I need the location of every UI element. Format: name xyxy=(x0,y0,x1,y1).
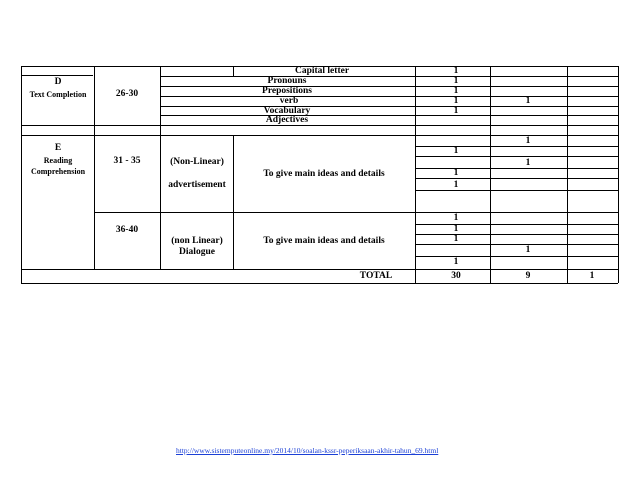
group2-type-line2: Dialogue xyxy=(179,247,215,257)
mark-cell: 1 xyxy=(453,106,459,116)
total-col2: 9 xyxy=(525,271,531,281)
group2-type-line1: (non Linear) xyxy=(171,236,223,246)
row-line xyxy=(160,115,618,116)
group1-items: 31 - 35 xyxy=(113,156,141,166)
mark-cell: 1 xyxy=(453,76,459,86)
section-e-title-line1: Reading xyxy=(43,156,73,165)
row-line xyxy=(415,244,618,245)
row-line xyxy=(160,86,618,87)
row-line xyxy=(160,106,618,107)
row-line xyxy=(21,269,618,270)
col-line xyxy=(490,66,491,283)
table-border-bottom xyxy=(21,283,618,284)
col-line xyxy=(415,66,416,283)
row-line xyxy=(415,224,618,225)
row-line xyxy=(21,75,93,76)
total-label: TOTAL xyxy=(359,271,393,281)
section-e-letter: E xyxy=(54,143,62,153)
topic-capital-letter: Capital letter xyxy=(294,66,350,76)
total-col3: 1 xyxy=(589,271,595,281)
group1-skill: To give main ideas and details xyxy=(263,169,385,179)
mark-cell: 1 xyxy=(453,96,459,106)
mark-cell: 1 xyxy=(453,224,459,234)
section-d-title: Text Completion xyxy=(29,90,87,99)
col-line xyxy=(567,66,568,283)
source-link[interactable]: http://www.sistemputeonline.my/2014/10/soalan-kssr-peperiksaan-akhir-tahun_69.html xyxy=(176,446,439,455)
topic-pronouns: Pronouns xyxy=(267,76,307,86)
group1-type-line1: (Non-Linear) xyxy=(170,157,224,167)
mark-cell: 1 xyxy=(525,245,531,255)
mark-cell: 1 xyxy=(525,158,531,168)
topic-verb: verb xyxy=(279,96,299,106)
table-border-right xyxy=(618,66,619,283)
section-d-letter: D xyxy=(54,77,62,87)
topic-vocabulary: Vocabulary xyxy=(263,106,311,116)
row-line xyxy=(160,76,618,77)
row-line xyxy=(415,146,618,147)
group1-type-line2: advertisement xyxy=(168,180,226,190)
group-divider xyxy=(94,212,618,213)
section-e-title-line2: Comprehension xyxy=(30,167,86,176)
row-line xyxy=(415,234,618,235)
mark-cell: 1 xyxy=(453,213,459,223)
row-line xyxy=(160,96,618,97)
topic-prepositions: Prepositions xyxy=(262,86,312,96)
mark-cell: 1 xyxy=(525,96,531,106)
row-line xyxy=(415,256,618,257)
mark-cell: 1 xyxy=(453,86,459,96)
col-line xyxy=(160,66,161,269)
col-line xyxy=(233,135,234,269)
mark-cell: 1 xyxy=(525,136,531,146)
mark-cell: 1 xyxy=(453,257,459,267)
group2-items: 36-40 xyxy=(115,225,139,235)
group2-skill: To give main ideas and details xyxy=(263,236,385,246)
mark-cell: 1 xyxy=(453,146,459,156)
mark-cell: 1 xyxy=(453,180,459,190)
table-border-left xyxy=(21,66,22,283)
row-line xyxy=(415,168,618,169)
mark-cell: 1 xyxy=(453,66,459,76)
topic-adjectives: Adjectives xyxy=(265,115,309,125)
mark-cell: 1 xyxy=(453,234,459,244)
total-col1: 30 xyxy=(451,271,461,281)
row-line xyxy=(415,190,618,191)
mark-cell: 1 xyxy=(453,168,459,178)
col-line xyxy=(94,66,95,269)
row-line xyxy=(415,156,618,157)
col-line xyxy=(233,66,234,76)
section-divider xyxy=(21,125,618,126)
row-line xyxy=(415,178,618,179)
section-d-items: 26-30 xyxy=(115,89,139,99)
